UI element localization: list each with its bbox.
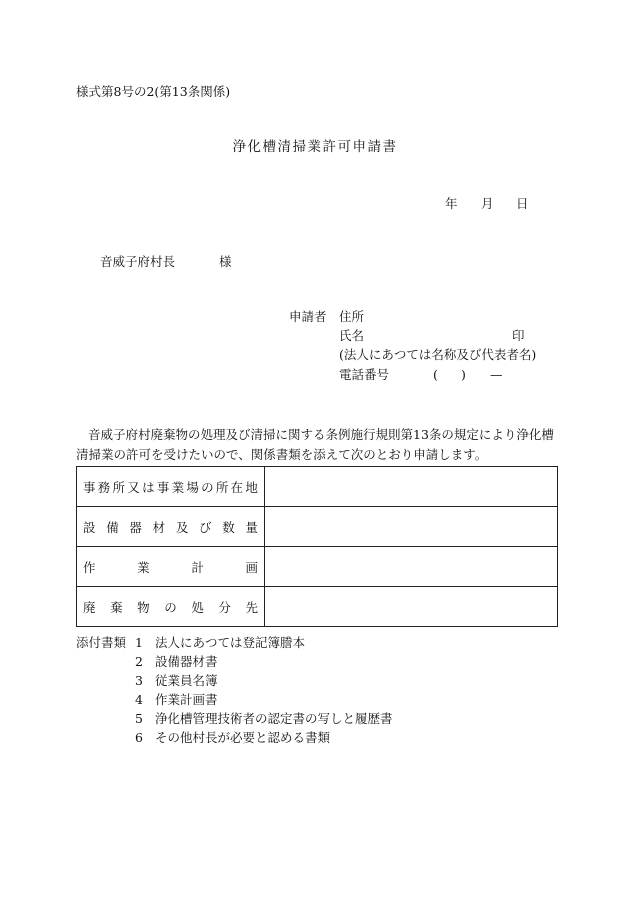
phone-dash: — bbox=[490, 367, 503, 382]
row-label-office-location bbox=[77, 467, 265, 507]
attachment-number: 5 bbox=[135, 711, 143, 726]
date-month-label: 月 bbox=[481, 196, 494, 211]
date-year-label: 年 bbox=[445, 196, 458, 211]
row-value-equipment bbox=[265, 507, 558, 547]
label-text: 事 務 所 又 は 事 業 場 の 所 在 地 bbox=[83, 479, 258, 495]
attachments-label: 添付書類 bbox=[76, 635, 127, 650]
application-details-table bbox=[76, 466, 558, 627]
row-value-office-location bbox=[265, 467, 558, 507]
corporate-note: (法人にあつては名称及び代表者名) bbox=[339, 347, 537, 362]
applicant-name-label: 氏名 bbox=[339, 328, 365, 343]
form-number: 様式第8号の2(第13条関係) bbox=[76, 84, 231, 99]
phone-paren-open: ( bbox=[433, 367, 438, 382]
attachment-number: 3 bbox=[135, 673, 143, 688]
seal-mark: 印 bbox=[512, 328, 525, 343]
applicant-label: 申請者 bbox=[289, 309, 327, 324]
attachment-number: 2 bbox=[135, 654, 143, 669]
attachment-number: 1 bbox=[135, 635, 143, 650]
row-label-work-plan bbox=[77, 547, 265, 587]
addressee-name: 音威子府村長 bbox=[100, 254, 176, 269]
addressee-honorific: 様 bbox=[219, 254, 232, 269]
document-title: 浄化槽清掃業許可申請書 bbox=[232, 139, 398, 155]
attachment-text: 設備器材書 bbox=[155, 654, 218, 669]
date-day-label: 日 bbox=[516, 196, 529, 211]
table-row bbox=[77, 547, 558, 587]
attachment-number: 4 bbox=[135, 692, 143, 707]
table-row bbox=[77, 507, 558, 547]
label-text: 作 業 計 画 bbox=[83, 559, 258, 575]
row-label-disposal-site bbox=[77, 587, 265, 627]
attachment-text: 法人にあつては登記簿謄本 bbox=[155, 635, 306, 650]
applicant-address-label: 住所 bbox=[339, 309, 365, 324]
phone-paren-close: ) bbox=[461, 367, 466, 382]
row-label-equipment bbox=[77, 507, 265, 547]
attachment-text: その他村長が必要と認める書類 bbox=[155, 730, 331, 745]
table-row bbox=[77, 467, 558, 507]
applicant-phone-label: 電話番号 bbox=[339, 367, 390, 382]
label-text: 設 備 器 材 及 び 数 量 bbox=[83, 519, 258, 535]
body-text: 音威子府村廃棄物の処理及び清掃に関する条例施行規則第13条の規定により浄化槽清掃業の許可を受けたいので、関係書類を添えて次のとおり申請します。 bbox=[76, 427, 554, 462]
table-row bbox=[77, 587, 558, 627]
attachment-text: 浄化槽管理技術者の認定書の写しと履歴書 bbox=[155, 711, 393, 726]
row-value-work-plan bbox=[265, 547, 558, 587]
attachment-number: 6 bbox=[135, 730, 143, 745]
attachment-text: 作業計画書 bbox=[155, 692, 218, 707]
label-text: 廃 棄 物 の 処 分 先 bbox=[83, 599, 258, 615]
attachment-text: 従業員名簿 bbox=[155, 673, 218, 688]
row-value-disposal-site bbox=[265, 587, 558, 627]
